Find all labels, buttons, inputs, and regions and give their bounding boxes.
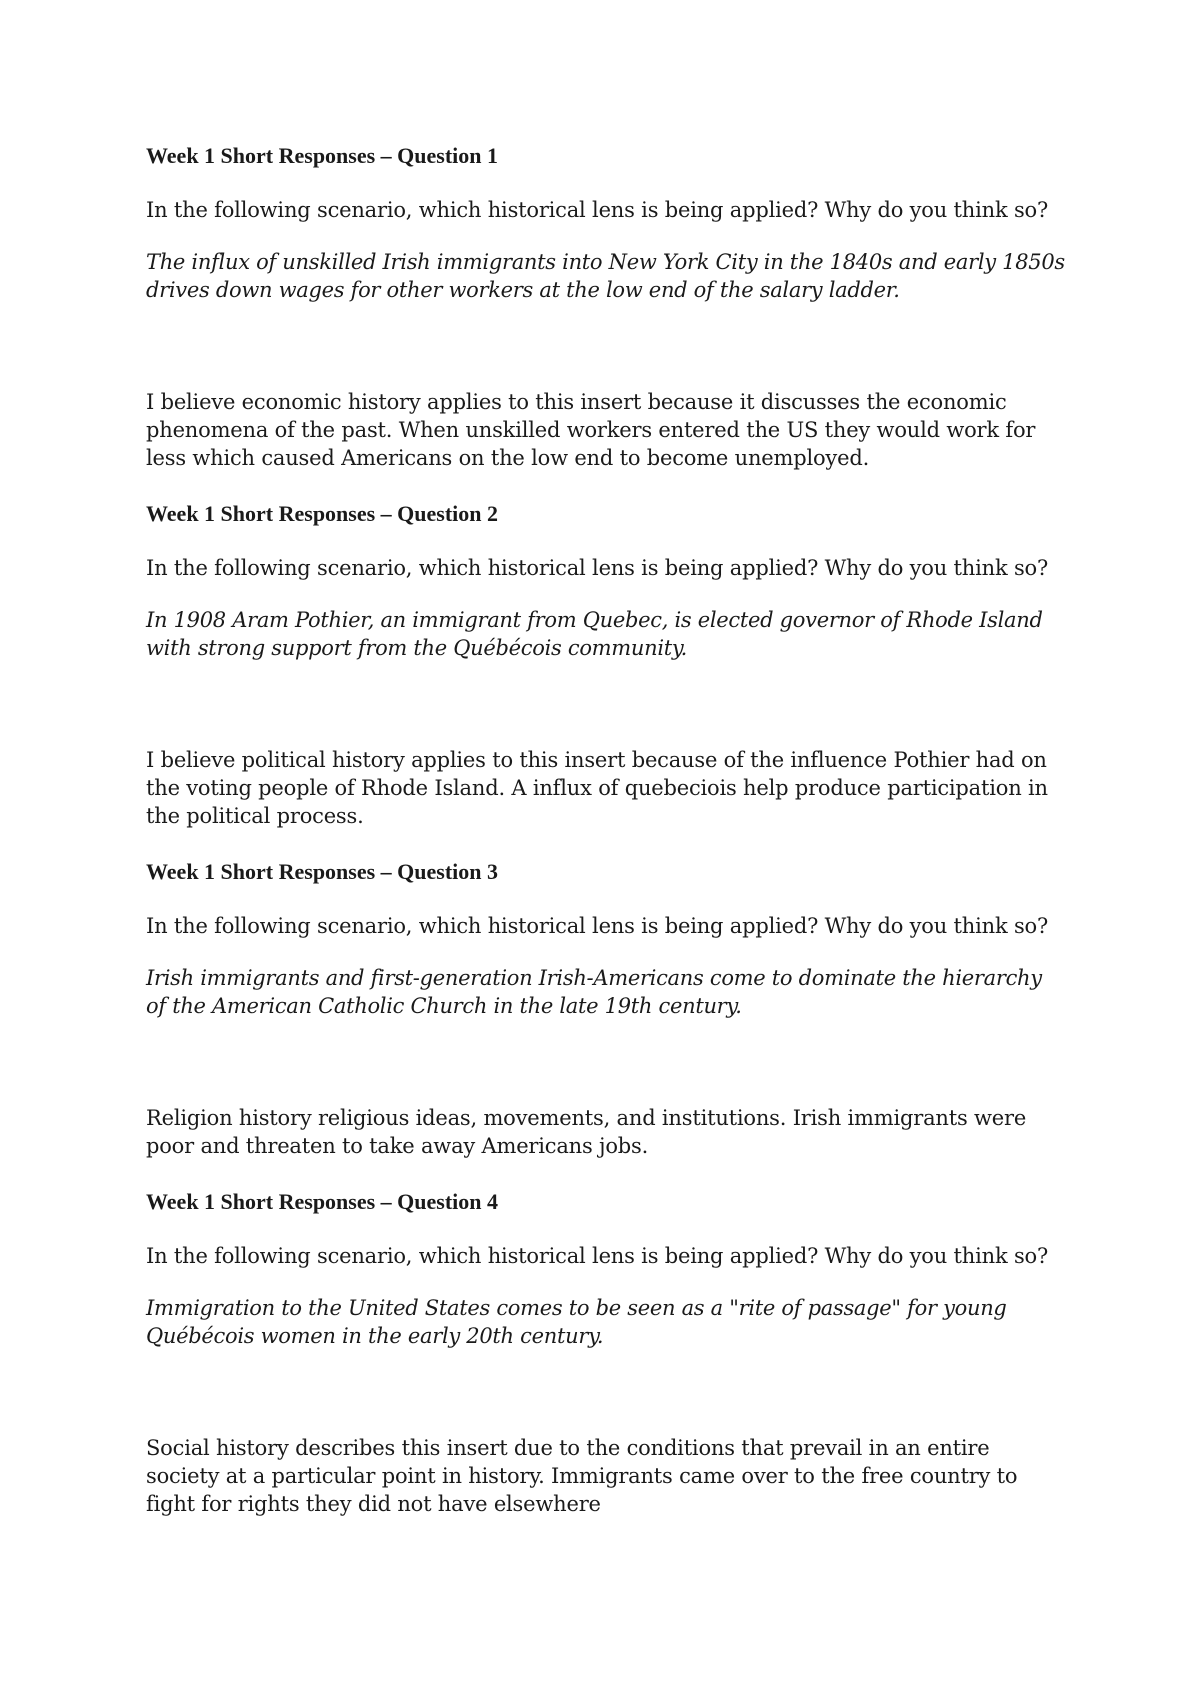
question-3-answer: Religion history religious ideas, movements, and institutions. Irish immigrants were poor and threaten to take away Americans jobs.	[146, 1106, 1027, 1158]
question-2-section	[146, 500, 1066, 830]
question-2-heading: Week 1 Short Responses – Question 2	[146, 501, 499, 526]
question-4-section	[146, 1188, 1066, 1518]
document-page	[146, 142, 1066, 1546]
question-2-scenario: In 1908 Aram Pothier, an immigrant from Quebec, is elected governor of Rhode Island with strong support from the Québécois community.	[146, 608, 1043, 660]
question-4-scenario: Immigration to the United States comes to be seen as a "rite of passage" for young Québécois women in the early 20th century.	[146, 1296, 1007, 1348]
question-1-section	[146, 142, 1066, 472]
question-3-scenario: Irish immigrants and first-generation Irish-Americans come to dominate the hierarchy of the American Catholic Church in the late 19th century.	[146, 966, 1042, 1018]
question-4-heading: Week 1 Short Responses – Question 4	[146, 1189, 499, 1214]
question-2-prompt: In the following scenario, which historical lens is being applied? Why do you think so?	[146, 556, 1049, 580]
question-3-heading: Week 1 Short Responses – Question 3	[146, 859, 499, 884]
question-3-section	[146, 858, 1066, 1160]
question-2-answer: I believe political history applies to this insert because of the influence Pothier had on the voting people of Rhode Island. A influx of quebeciois help produce participation in the political process.	[146, 748, 1048, 828]
question-4-prompt: In the following scenario, which historical lens is being applied? Why do you think so?	[146, 1244, 1049, 1268]
question-1-prompt: In the following scenario, which historical lens is being applied? Why do you think so?	[146, 198, 1049, 222]
question-1-answer: I believe economic history applies to this insert because it discusses the economic phenomena of the past. When unskilled workers entered the US they would work for less which caused Americans on the low end to become unemployed.	[146, 390, 1036, 470]
question-3-prompt: In the following scenario, which historical lens is being applied? Why do you think so?	[146, 914, 1049, 938]
question-1-heading: Week 1 Short Responses – Question 1	[146, 143, 499, 168]
question-4-answer: Social history describes this insert due to the conditions that prevail in an entire society at a particular point in history. Immigrants came over to the free country to fight for rights they did not have elsewhere	[146, 1436, 1018, 1516]
question-1-scenario: The influx of unskilled Irish immigrants into New York City in the 1840s and early 1850s drives down wages for other workers at the low end of the salary ladder.	[146, 250, 1065, 302]
